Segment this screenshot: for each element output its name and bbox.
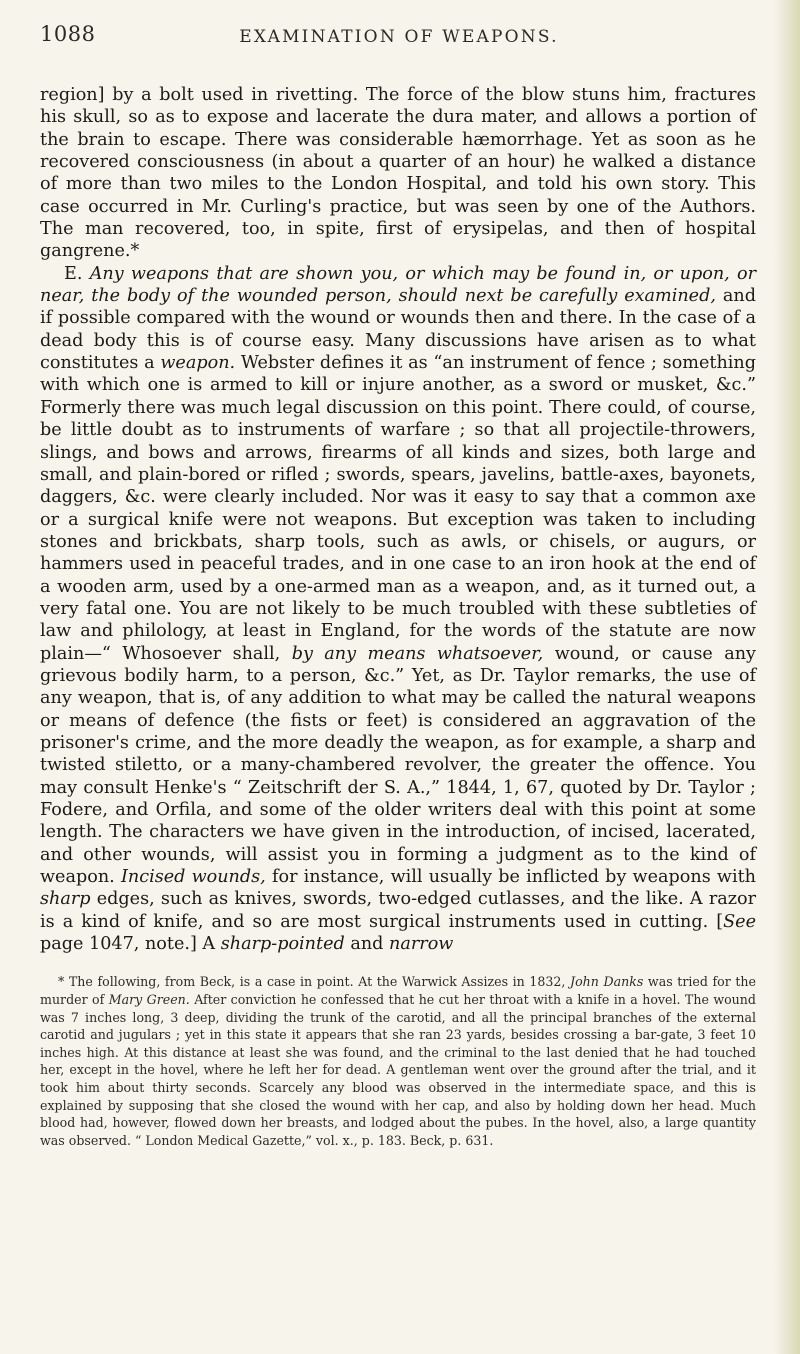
running-title: EXAMINATION OF WEAPONS. <box>239 27 559 47</box>
running-head <box>40 0 788 84</box>
paragraph-weapons <box>40 263 756 956</box>
rule-statement: Any weapons that are shown you, or which may be found in, or upon, or near, the body of the wounded person, should next be carefully examined, <box>40 263 757 307</box>
paragraph-continued <box>40 84 756 263</box>
statute-phrase: by any means whatsoever, <box>291 643 544 664</box>
text-run: for instance, will usually be inflicted by weapons with <box>271 867 757 888</box>
sharp-pointed-term: sharp-pointed <box>220 934 345 955</box>
text-run: and if possible compared with the wound or wounds then and there. In the case of a dead body this is of course easy. Many discussions have arisen as to what constitutes a <box>40 286 756 374</box>
paragraph-text: region] by a bolt used in rivetting. The force of the blow stuns him, fractures his skull, so as to expose and lacerate the dura mater, and allows a portion of the brain to escape. There was considerable hæmorrhage. Yet as soon as he recovered consciousness (in about a quarter of an hour) he walked a distance of more than two miles to the London Hospital, and told his own story. This case occurred in Mr. Curling's practice, but was seen by one of the Authors. The man recovered, too, in spite, first of erysipelas, and then of hospital gangrene.* <box>40 85 756 262</box>
main-text <box>40 84 756 955</box>
page-number: 1088 <box>40 22 96 46</box>
footnotes <box>40 973 756 1149</box>
footnote-text: After conviction he confessed that he cut her throat with a knife in a hovel. The wound was 7 inches long, 3 deep, dividing the trunk of the carotid, and all the principal branches of the external carotid and jugulars ; yet in this state it appears that she ran 23 yards, besides crossing a bar-gate, 3 feet 10 inches high. At this distance at least she was found, and the criminal to the last denied that he had touched her, except in the hovel, where he left her for dead. A gentleman went over the ground after the trial, and it took him about thirty seconds. Scarcely any blood was observed in the intermediate space, and this is explained by supposing that she closed the wound with her cap, and also by holding down her head. Much blood had, however, flowed down her breasts, and lodged about the pubes. In the hovel, also, a large quantity was observed. “ London Medical Gazette,” vol. x., p. 183. Beck, p. 631. <box>40 992 756 1148</box>
footnote <box>40 973 756 1149</box>
section-marker: E. <box>64 263 83 284</box>
footnote-marker: * <box>58 974 65 990</box>
text-run: page 1047, note.] A <box>40 934 216 955</box>
defendant-name: John Danks <box>570 974 644 990</box>
see-reference: See <box>723 911 756 932</box>
text-run: wound, or cause any grievous bodily harm, to a person, &c.” Yet, as Dr. Taylor remarks, the use of any weapon, that is, of any addition to what may be called the natural weapons or means of defence (the fists or feet) is considered an aggravation of the prisoner's crime, and the more deadly the weapon, as for example, a sharp and twisted stiletto, or a many-chambered revolver, the greater the offence. You may consult Henke's “ Zeitschrift der S. A.,” 1844, 1, 67, quoted by Dr. Taylor ; Fodere, and Orfila, and some of the older writers deal with this point at some length. The characters we have given in the introduction, of incised, lacerated, and other wounds, will assist you in forming a judgment as to the kind of weapon. <box>40 643 756 888</box>
footnote-text: The following, from Beck, is a case in point. At the Warwick Assizes in 1832, <box>68 974 566 990</box>
text-run: edges, such as knives, swords, two-edged cutlasses, and the like. A razor is a kind of knife, and so are most surgical instruments used in cutting. [ <box>40 889 756 932</box>
text-run: Webster defines it as “an instrument of fence ; something with which one is armed to kill or injure another, as a sword or musket, &c.” Formerly there was much legal discussion on this point. There could, of course, be little doubt as to instruments of warfare ; so that all projectile-throwers, slings, and bows and arrows, firearms of all kinds and sizes, both large and small, and plain-bored or rifled ; swords, spears, javelins, battle-axes, bayonets, daggers, &c. were clearly included. Nor was it easy to say that a common axe or a surgical knife were not weapons. But exception was taken to including stones and brickbats, sharp tools, such as awls, or chisels, or augurs, or hammers used in peaceful trades, and in one case to an iron hook at the end of a wooden arm, used by a one-armed man as a weapon, and, as it turned out, a very fatal one. You are not likely to be much troubled with these subtleties of law and philology, at least in England, for the words of the statute are now plain—“ Whosoever shall, <box>40 353 757 664</box>
sharp-term: sharp <box>40 889 91 910</box>
book-page <box>40 0 788 1149</box>
victim-name: Mary Green. <box>108 992 190 1007</box>
footnote-text: was tried for the murder of <box>40 974 756 1007</box>
incised-wounds-term: Incised wounds, <box>120 867 266 888</box>
weapon-term: weapon. <box>160 353 236 374</box>
text-run: and <box>350 934 384 955</box>
narrow-term: narrow <box>389 934 454 955</box>
